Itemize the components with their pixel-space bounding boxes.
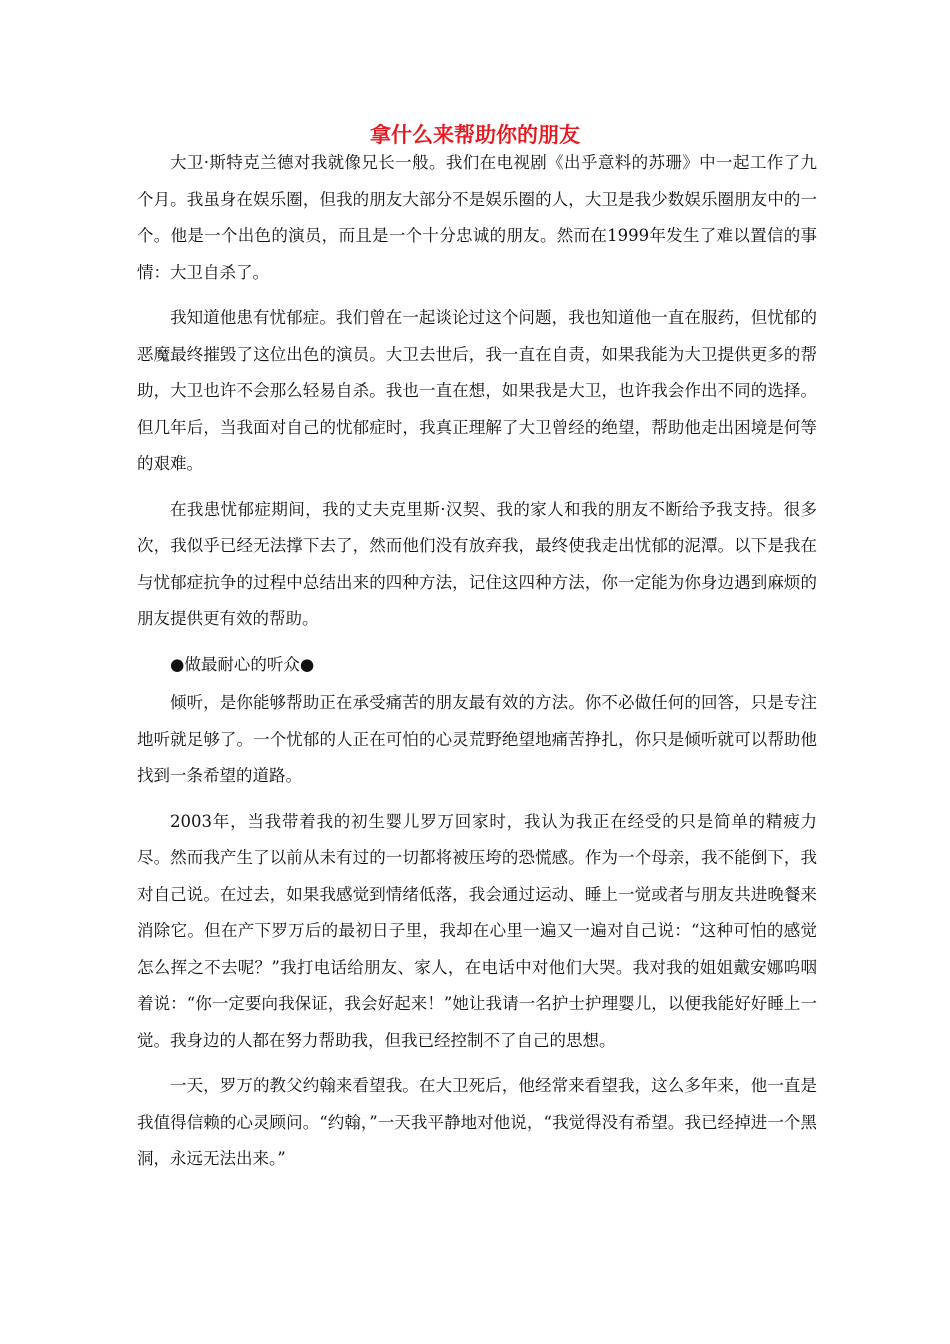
paragraph-2: 我知道他患有忧郁症。我们曾在一起谈论过这个问题，我也知道他一直在服药，但忧郁的恶魔最终摧毁了这位出色的演员。大卫去世后，我一直在自责，如果我能为大卫提供更多的帮助，大卫也许不会那么轻易自杀。我也一直在想，如果我是大卫，也许我会作出不同的选择。但几年后，当我面对自己的忧郁症时，我真正理解了大卫曾经的绝望，帮助他走出困境是何等的艰难。 — [137, 308, 817, 473]
document-title: 拿什么来帮助你的朋友 — [370, 122, 580, 147]
paragraph-4: 倾听，是你能够帮助正在承受痛苦的朋友最有效的方法。你不必做任何的回答，只是专注地听就足够了。一个忧郁的人正在可怕的心灵荒野绝望地痛苦挣扎，你只是倾听就可以帮助他找到一条希望的道路。 — [137, 693, 817, 785]
paragraph-6: 一天，罗万的教父约翰来看望我。在大卫死后，他经常来看望我，这么多年来，他一直是我值得信赖的心灵顾问。“约翰，”一天我平静地对他说，“我觉得没有希望。我已经掉进一个黑洞，永远无法出来。” — [137, 1076, 817, 1168]
section-heading: ●做最耐心的听众● — [170, 654, 315, 674]
paragraph-5: 2003年，当我带着我的初生婴儿罗万回家时，我认为我正在经受的只是简单的精疲力尽。然而我产生了以前从未有过的一切都将被压垮的恐慌感。作为一个母亲，我不能倒下，我对自己说。在过去，如果我感觉到情绪低落，我会通过运动、睡上一觉或者与朋友共进晚餐来消除它。但在产下罗万后的最初日子里，我却在心里一遍又一遍对自己说：“这种可怕的感觉怎么挥之不去呢？”我打电话给朋友、家人，在电话中对他们大哭。我对我的姐姐戴安娜呜咽着说：“你一定要向我保证，我会好起来！”她让我请一名护士护理婴儿，以便我能好好睡上一觉。我身边的人都在努力帮助我，但我已经控制不了自己的思想。 — [137, 811, 817, 1050]
paragraph-3: 在我患忧郁症期间，我的丈夫克里斯·汉契、我的家人和我的朋友不断给予我支持。很多次，我似乎已经无法撑下去了，然而他们没有放弃我，最终使我走出忧郁的泥潭。以下是我在与忧郁症抗争的过程中总结出来的四种方法，记住这四种方法，你一定能为你身边遇到麻烦的朋友提供更有效的帮助。 — [137, 499, 817, 628]
document-body — [137, 145, 817, 1187]
paragraph-1: 大卫·斯特克兰德对我就像兄长一般。我们在电视剧《出乎意料的苏珊》中一起工作了九个月。我虽身在娱乐圈，但我的朋友大部分不是娱乐圈的人，大卫是我少数娱乐圈朋友中的一个。他是一个出色的演员，而且是一个十分忠诚的朋友。然而在1999年发生了难以置信的事情：大卫自杀了。 — [137, 153, 817, 282]
